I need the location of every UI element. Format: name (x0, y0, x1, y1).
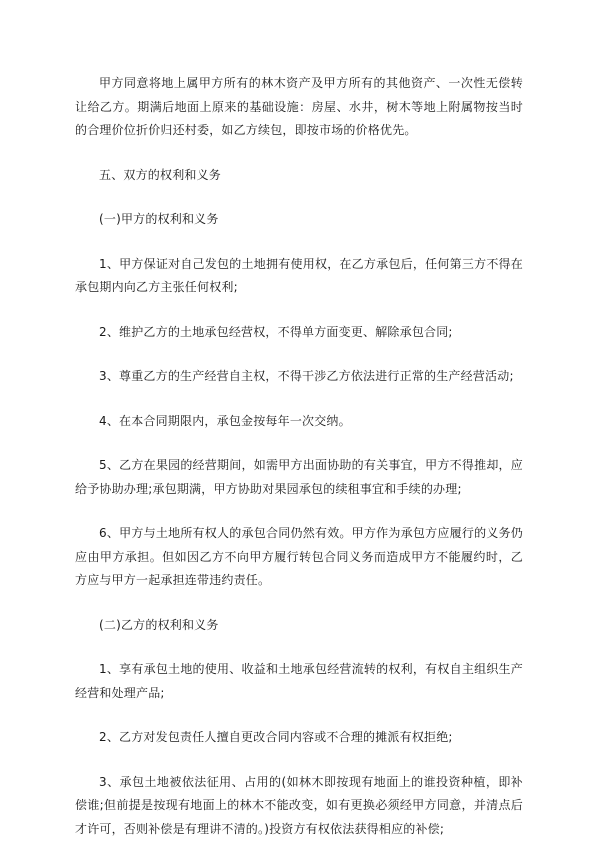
clause-b-3: 3、承包土地被依法征用、占用的(如林木即按现有地面上的谁投资种植，即补偿谁;但前提是按现有地面上的林木不能改变，如有更换必须经甲方同意，并清点后才许可，否则补偿是有理讲不清的。)投资方有权依法获得相应的补偿; (75, 774, 523, 836)
subsection-heading-party-a: (一)甲方的权利和义务 (99, 212, 219, 226)
subsection-heading-party-b: (二)乙方的权利和义务 (99, 617, 219, 632)
document-body (75, 72, 523, 841)
clause-a-6: 6、甲方与土地所有权人的承包合同仍然有效。甲方作为承包方应履行的义务仍应由甲方承担。但如因乙方不向甲方履行转包合同义务而造成甲方不能履约时，乙方应与甲方一起承担连带违约责任。 (75, 526, 523, 587)
clause-a-2: 2、维护乙方的土地承包经营权，不得单方面变更、解除承包合同; (99, 324, 453, 339)
clause-b-1: 1、享有承包土地的使用、收益和土地承包经营流转的权利，有权自主组织生产经营和处理产品; (75, 662, 523, 700)
clause-a-4: 4、在本合同期限内，承包金按每年一次交纳。 (99, 413, 351, 428)
section-heading-rights-obligations: 五、双方的权利和义务 (99, 167, 222, 182)
paragraph-asset-transfer: 甲方同意将地上属甲方所有的林木资产及甲方所有的其他资产、一次性无偿转让给乙方。期满后地面上原来的基础设施：房屋、水井，树木等地上附属物按当时的合理价位折价归还村委，如乙方续包，即按市场的价格优先。 (75, 76, 523, 137)
clause-a-5: 5、乙方在果园的经营期间，如需甲方出面协助的有关事宜，甲方不得推却，应给予协助办理;承包期满，甲方协助对果园承包的续租事宜和手续的办理; (75, 458, 523, 496)
clause-a-3: 3、尊重乙方的生产经营自主权，不得干涉乙方依法进行正常的生产经营活动; (99, 369, 514, 383)
clause-a-1: 1、甲方保证对自己发包的土地拥有使用权，在乙方承包后，任何第三方不得在承包期内向乙方主张任何权利; (75, 256, 523, 294)
clause-b-2: 2、乙方对发包责任人擅自更改合同内容或不合理的摊派有权拒绝; (99, 730, 453, 744)
